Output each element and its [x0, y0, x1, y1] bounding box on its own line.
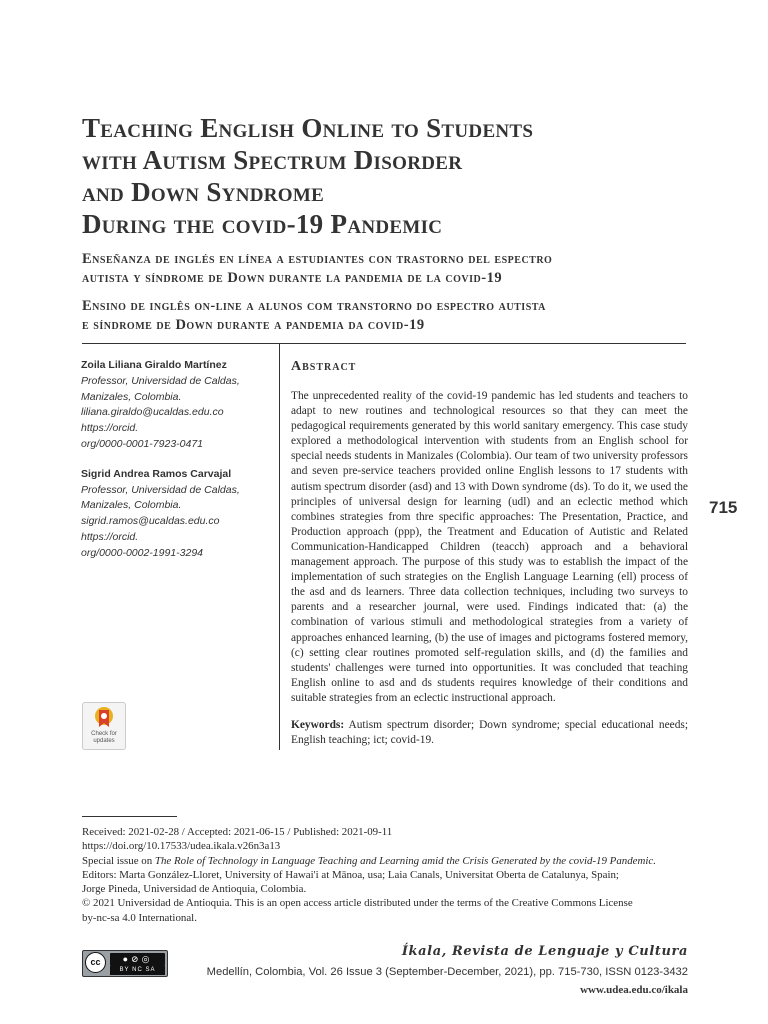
page-number: 715	[709, 498, 738, 517]
keywords-text: Autism spectrum disorder; Down syndrome; special educational needs; English teaching; ict; covid-19.	[291, 719, 688, 747]
check-for-updates-line: updates	[93, 738, 115, 744]
author-block	[81, 467, 271, 562]
editors-line: Editors: Marta González-Lloret, University of Hawai'i at Mānoa, usa; Laia Canals, Universitat Oberta de Catalunya, Spain;	[82, 868, 619, 881]
abstract-heading: Abstract	[291, 359, 357, 374]
author-orcid-link[interactable]: org/0000-0001-7923-0471	[81, 437, 204, 450]
portuguese-title-line: e síndrome de Down durante a pandemia da covid-19	[82, 317, 425, 333]
license-terms-label: BY NC SA	[110, 966, 165, 975]
author-name: Sigrid Andrea Ramos Carvajal	[81, 467, 232, 480]
editors-line: Jorge Pineda, Universidad de Antioquia, Colombia.	[82, 883, 307, 896]
special-issue-note	[82, 854, 692, 868]
publication-dates: Received: 2021-02-28 / Accepted: 2021-06-15 / Published: 2021-09-11	[82, 826, 393, 838]
title-line: Teaching English Online to Students	[82, 113, 534, 143]
author-location: Manizales, Colombia.	[81, 499, 182, 512]
doi-link[interactable]: https://doi.org/10.17533/udea.ikala.v26n3a13	[82, 840, 281, 853]
author-name: Zoila Liliana Giraldo Martínez	[81, 359, 227, 371]
author-location: Manizales, Colombia.	[81, 390, 182, 403]
article-title	[82, 112, 682, 240]
author-email-link[interactable]: sigrid.ramos@ucaldas.edu.co	[81, 515, 220, 528]
creative-commons-license-badge[interactable]	[82, 950, 168, 977]
check-for-updates-badge[interactable]	[82, 702, 126, 750]
portuguese-title	[82, 297, 682, 335]
license-line: by-nc-sa 4.0 International.	[82, 911, 197, 924]
journal-website-link[interactable]: www.udea.edu.co/ikala	[580, 984, 688, 996]
cc-logo-icon: cc	[85, 952, 106, 973]
noncommercial-icon: ⊘	[131, 954, 142, 964]
attribution-icon: ●	[122, 954, 132, 964]
footnote-rule	[82, 816, 177, 817]
keywords-label: Keywords:	[291, 719, 345, 731]
bookmark-icon	[94, 706, 114, 730]
author-orcid-link[interactable]: org/0000-0002-1991-3294	[81, 546, 204, 559]
author-sidebar	[81, 358, 271, 576]
title-line: and Down Syndrome	[82, 177, 325, 207]
author-email-link[interactable]: liliana.giraldo@ucaldas.edu.co	[81, 406, 224, 419]
check-for-updates-label	[83, 731, 125, 745]
title-line: with Autism Spectrum Disorder	[82, 145, 463, 175]
license-line: © 2021 Universidad de Antioquia. This is an open access article distributed under the terms of the Creative Commons License	[82, 897, 633, 910]
license-terms-icons	[110, 953, 165, 966]
author-orcid-link[interactable]: https://orcid.	[81, 530, 139, 543]
author-affiliation: Professor, Universidad de Caldas,	[81, 374, 240, 387]
spanish-title	[82, 250, 682, 288]
special-issue-title: The Role of Technology in Language Teaching and Learning amid the Crisis Generated by the covid-19 Pandemic.	[154, 854, 656, 867]
author-affiliation: Professor, Universidad de Caldas,	[81, 483, 240, 496]
sharealike-icon: ◎	[141, 954, 153, 964]
author-block	[81, 358, 271, 453]
column-divider	[279, 343, 280, 750]
abstract-text: The unprecedented reality of the covid-19 pandemic has led students and teachers to adapt to new routines and technological resources so that they can meet the pedagogical requirements generated by this world sanitary emergency. This case study explored a methodological intervention with students from an English school for special needs students in Manizales (Colombia). Our team of two university professors and seven pre-service teachers provided online English lessons to 17 students with autism spectrum disorder (asd) and 13 with Down syndrome (ds). To do it, we used the principles of universal design for learning (udl) and an eclectic method which combines strategies from thre specific approaches: The Presentation, Practice, and Production approach (ppp), the Treatment and Education of Autistic and Related Communication-Handicapped Children (teacch) approach and a behavioral management approach. The purpose of this study was to establish the impact of the implementation of such strategies on the English Language Learning (ell) process of the asd and ds learners. Three data collection techniques, including two surveys to parents and a researcher journal, were used. Findings indicated that: (a) the combination of various stimuli and methodological strategies from a variety of approaches enhanced learning, (b) the use of images and pictograms fostered memory, (c) setting clear routines promoted self-regulation skills, and (d) the families and students' challenges were turned into opportunities. It was concluded that teaching English online to asd and ds students requires knowledge of their conditions and suitable strategies from an eclectic instructional approach.	[291, 390, 688, 704]
check-for-updates-line: Check for	[91, 731, 117, 737]
special-issue-prefix: Special issue on	[82, 854, 153, 867]
article-footnotes	[82, 825, 692, 925]
publication-info: Medellín, Colombia, Vol. 26 Issue 3 (September-December, 2021), pp. 715-730, ISSN 0123-3432	[206, 966, 688, 978]
author-orcid-link[interactable]: https://orcid.	[81, 422, 139, 435]
spanish-title-line: Enseñanza de inglés en línea a estudiantes con trastorno del espectro	[82, 251, 553, 267]
journal-name: Íkala, Revista de Lenguaje y Cultura	[401, 944, 688, 959]
keywords-paragraph	[291, 718, 688, 748]
spanish-title-line: autista y síndrome de Down durante la pandemia de la covid-19	[82, 270, 503, 286]
portuguese-title-line: Ensino de inglês on-line a alunos com transtorno do espectro autista	[82, 298, 546, 314]
section-divider	[82, 343, 686, 344]
title-line: During the covid-19 Pandemic	[82, 209, 443, 239]
